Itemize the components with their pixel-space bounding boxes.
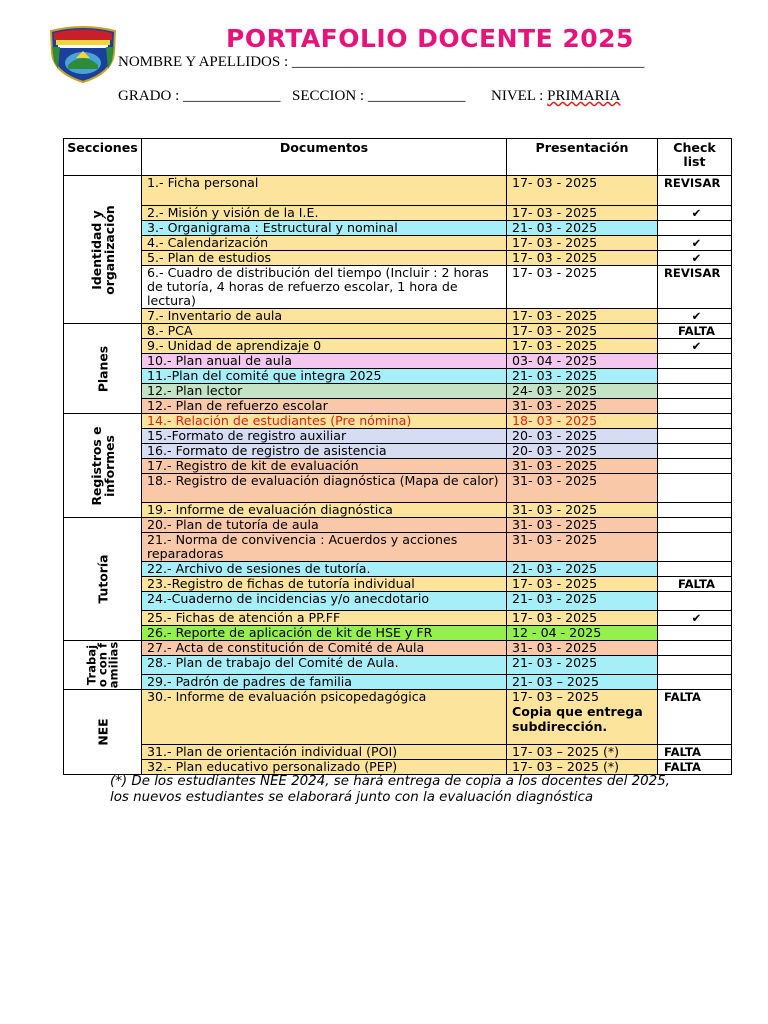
table-row (64, 577, 732, 592)
doc-cell: 15.-Formato de registro auxiliar (142, 429, 507, 444)
table-row (64, 656, 732, 675)
check-cell (658, 221, 732, 236)
doc-cell: 1.- Ficha personal (142, 176, 507, 206)
date-cell: 21- 03 - 2025 (507, 592, 658, 611)
doc-cell: 3.- Organigrama : Estructural y nominal (142, 221, 507, 236)
check-cell: ✔ (658, 611, 732, 626)
date-note: Copia que entrega subdirección. (512, 704, 643, 734)
date-cell: 18- 03 - 2025 (507, 414, 658, 429)
date-cell: 17- 03 - 2025 (507, 236, 658, 251)
check-cell (658, 459, 732, 474)
check-cell: ✔ (658, 236, 732, 251)
table-row (64, 760, 732, 775)
check-cell: FALTA (658, 690, 732, 745)
portfolio-table (63, 138, 732, 775)
date-cell: 17- 03 - 2025 (507, 577, 658, 592)
date-cell: 31- 03 - 2025 (507, 399, 658, 414)
doc-cell: 10.- Plan anual de aula (142, 354, 507, 369)
doc-cell: 25.- Fichas de atención a PP.FF (142, 611, 507, 626)
date-cell: 17- 03 - 2025 (507, 339, 658, 354)
check-cell (658, 533, 732, 562)
check-cell: FALTA (658, 324, 732, 339)
table-row (64, 562, 732, 577)
table-header-row (64, 139, 732, 176)
table-row (64, 354, 732, 369)
nombre-blank: _______________________________________________ (291, 54, 645, 70)
date-cell: 21- 03 - 2025 (507, 221, 658, 236)
date-cell: 17- 03 - 2025 (507, 309, 658, 324)
table-row (64, 474, 732, 503)
date-cell: 31- 03 - 2025 (507, 518, 658, 533)
date-cell (507, 690, 658, 745)
doc-cell: 20.- Plan de tutoría de aula (142, 518, 507, 533)
doc-cell: 9.- Unidad de aprendizaje 0 (142, 339, 507, 354)
section-familias: Trabajo con familias (64, 641, 142, 690)
header-documentos: Documentos (142, 139, 507, 176)
table-row (64, 459, 732, 474)
check-cell (658, 414, 732, 429)
doc-cell: 5.- Plan de estudios (142, 251, 507, 266)
table-row (64, 369, 732, 384)
table-row (64, 626, 732, 641)
section-tutoria: Tutoría (64, 518, 142, 641)
date-cell: 31- 03 - 2025 (507, 641, 658, 656)
check-cell (658, 562, 732, 577)
date-text: 17- 03 – 2025 (512, 689, 599, 704)
table-row (64, 414, 732, 429)
table-row (64, 690, 732, 745)
date-cell: 20- 03 - 2025 (507, 429, 658, 444)
check-cell (658, 592, 732, 611)
check-cell: FALTA (658, 577, 732, 592)
doc-cell: 4.- Calendarización (142, 236, 507, 251)
table-row (64, 339, 732, 354)
doc-cell: 16.- Formato de registro de asistencia (142, 444, 507, 459)
table-row (64, 611, 732, 626)
date-cell: 12 - 04 - 2025 (507, 626, 658, 641)
check-cell (658, 369, 732, 384)
nombre-label: NOMBRE Y APELLIDOS : (118, 54, 289, 70)
page-title: PORTAFOLIO DOCENTE 2025 (226, 24, 634, 53)
doc-cell: 32.- Plan educativo personalizado (PEP) (142, 760, 507, 775)
check-cell: ✔ (658, 206, 732, 221)
footnote: (*) De los estudiantes NEE 2024, se hará entrega de copia a los docentes del 2025, los nuevos estudiantes se elaborará junto con la evaluación diagnóstica (110, 774, 670, 805)
date-cell: 03- 04 - 2025 (507, 354, 658, 369)
header-secciones: Secciones (64, 139, 142, 176)
check-cell (658, 626, 732, 641)
table-row (64, 641, 732, 656)
check-cell (658, 399, 732, 414)
doc-cell: 12.- Plan lector (142, 384, 507, 399)
table-row (64, 236, 732, 251)
table-row (64, 533, 732, 562)
date-cell: 17- 03 - 2025 (507, 206, 658, 221)
section-identidad: Identidad y organización (64, 176, 142, 324)
doc-cell: 26.- Reporte de aplicación de kit de HSE y FR (142, 626, 507, 641)
table-row (64, 309, 732, 324)
table-row (64, 745, 732, 760)
check-cell (658, 384, 732, 399)
grado-blank: _____________ (183, 88, 281, 104)
date-cell: 17- 03 - 2025 (507, 251, 658, 266)
doc-cell: 27.- Acta de constitución de Comité de Aula (142, 641, 507, 656)
check-cell (658, 518, 732, 533)
doc-cell: 24.-Cuaderno de incidencias y/o anecdotario (142, 592, 507, 611)
table-row (64, 592, 732, 611)
table-row (64, 444, 732, 459)
check-cell: ✔ (658, 251, 732, 266)
check-cell (658, 503, 732, 518)
doc-cell: 12.- Plan de refuerzo escolar (142, 399, 507, 414)
table-row (64, 206, 732, 221)
doc-cell: 6.- Cuadro de distribución del tiempo (Incluir : 2 horas de tutoría, 4 horas de refuerzo escolar, 1 hora de lectura) (142, 266, 507, 309)
check-cell (658, 444, 732, 459)
table-row (64, 503, 732, 518)
check-cell (658, 429, 732, 444)
date-cell: 31- 03 - 2025 (507, 503, 658, 518)
school-seal-logo (48, 25, 118, 83)
seccion-label: SECCION : (292, 88, 365, 104)
header-presentacion: Presentación (507, 139, 658, 176)
table-row (64, 675, 732, 690)
doc-cell: 2.- Misión y visión de la I.E. (142, 206, 507, 221)
nombre-line (118, 54, 644, 71)
header-checklist: Check list (658, 139, 732, 176)
table-row (64, 266, 732, 309)
table-row (64, 251, 732, 266)
doc-cell: 7.- Inventario de aula (142, 309, 507, 324)
doc-cell: 21.- Norma de convivencia : Acuerdos y acciones reparadoras (142, 533, 507, 562)
date-cell: 21- 03 - 2025 (507, 562, 658, 577)
table-row (64, 399, 732, 414)
date-cell: 17- 03 - 2025 (507, 324, 658, 339)
doc-cell: 22.- Archivo de sesiones de tutoría. (142, 562, 507, 577)
check-cell: REVISAR (658, 266, 732, 309)
nivel-field (491, 88, 620, 105)
doc-cell: 28.- Plan de trabajo del Comité de Aula. (142, 656, 507, 675)
date-cell: 21- 03 - 2025 (507, 369, 658, 384)
doc-cell: 11.-Plan del comité que integra 2025 (142, 369, 507, 384)
table-row (64, 429, 732, 444)
date-cell: 17- 03 - 2025 (507, 611, 658, 626)
check-cell (658, 474, 732, 503)
table-row (64, 221, 732, 236)
doc-cell: 14.- Relación de estudiantes (Pre nómina) (142, 414, 507, 429)
doc-cell: 18.- Registro de evaluación diagnóstica (Mapa de calor) (142, 474, 507, 503)
check-cell: ✔ (658, 339, 732, 354)
seccion-field (292, 88, 465, 105)
check-cell: FALTA (658, 745, 732, 760)
doc-cell: 30.- Informe de evaluación psicopedagógica (142, 690, 507, 745)
doc-cell: 19.- Informe de evaluación diagnóstica (142, 503, 507, 518)
check-cell (658, 354, 732, 369)
doc-cell: 23.-Registro de fichas de tutoría individual (142, 577, 507, 592)
date-cell: 31- 03 - 2025 (507, 474, 658, 503)
table-row (64, 384, 732, 399)
table-row (64, 324, 732, 339)
table-row (64, 518, 732, 533)
date-cell: 20- 03 - 2025 (507, 444, 658, 459)
grado-field (118, 88, 281, 105)
table-row (64, 176, 732, 206)
doc-cell: 17.- Registro de kit de evaluación (142, 459, 507, 474)
doc-cell: 29.- Padrón de padres de familia (142, 675, 507, 690)
nivel-label: NIVEL : (491, 88, 544, 104)
section-planes: Planes (64, 324, 142, 414)
date-cell: 31- 03 - 2025 (507, 533, 658, 562)
section-nee: NEE (64, 690, 142, 775)
doc-cell: 31.- Plan de orientación individual (POI) (142, 745, 507, 760)
date-cell: 17- 03 – 2025 (*) (507, 760, 658, 775)
check-cell (658, 675, 732, 690)
date-cell: 17- 03 – 2025 (*) (507, 745, 658, 760)
date-cell: 31- 03 - 2025 (507, 459, 658, 474)
section-registros: Registros e informes (64, 414, 142, 518)
check-cell (658, 641, 732, 656)
check-cell: REVISAR (658, 176, 732, 206)
date-cell: 21- 03 – 2025 (507, 675, 658, 690)
check-cell: FALTA (658, 760, 732, 775)
check-cell (658, 656, 732, 675)
date-cell: 17- 03 - 2025 (507, 176, 658, 206)
nivel-value: PRIMARIA (547, 88, 621, 104)
check-cell: ✔ (658, 309, 732, 324)
seccion-blank: _____________ (367, 88, 466, 104)
grado-label: GRADO : (118, 88, 180, 104)
doc-cell: 8.- PCA (142, 324, 507, 339)
date-cell: 17- 03 - 2025 (507, 266, 658, 309)
date-cell: 21- 03 - 2025 (507, 656, 658, 675)
date-cell: 24- 03 - 2025 (507, 384, 658, 399)
